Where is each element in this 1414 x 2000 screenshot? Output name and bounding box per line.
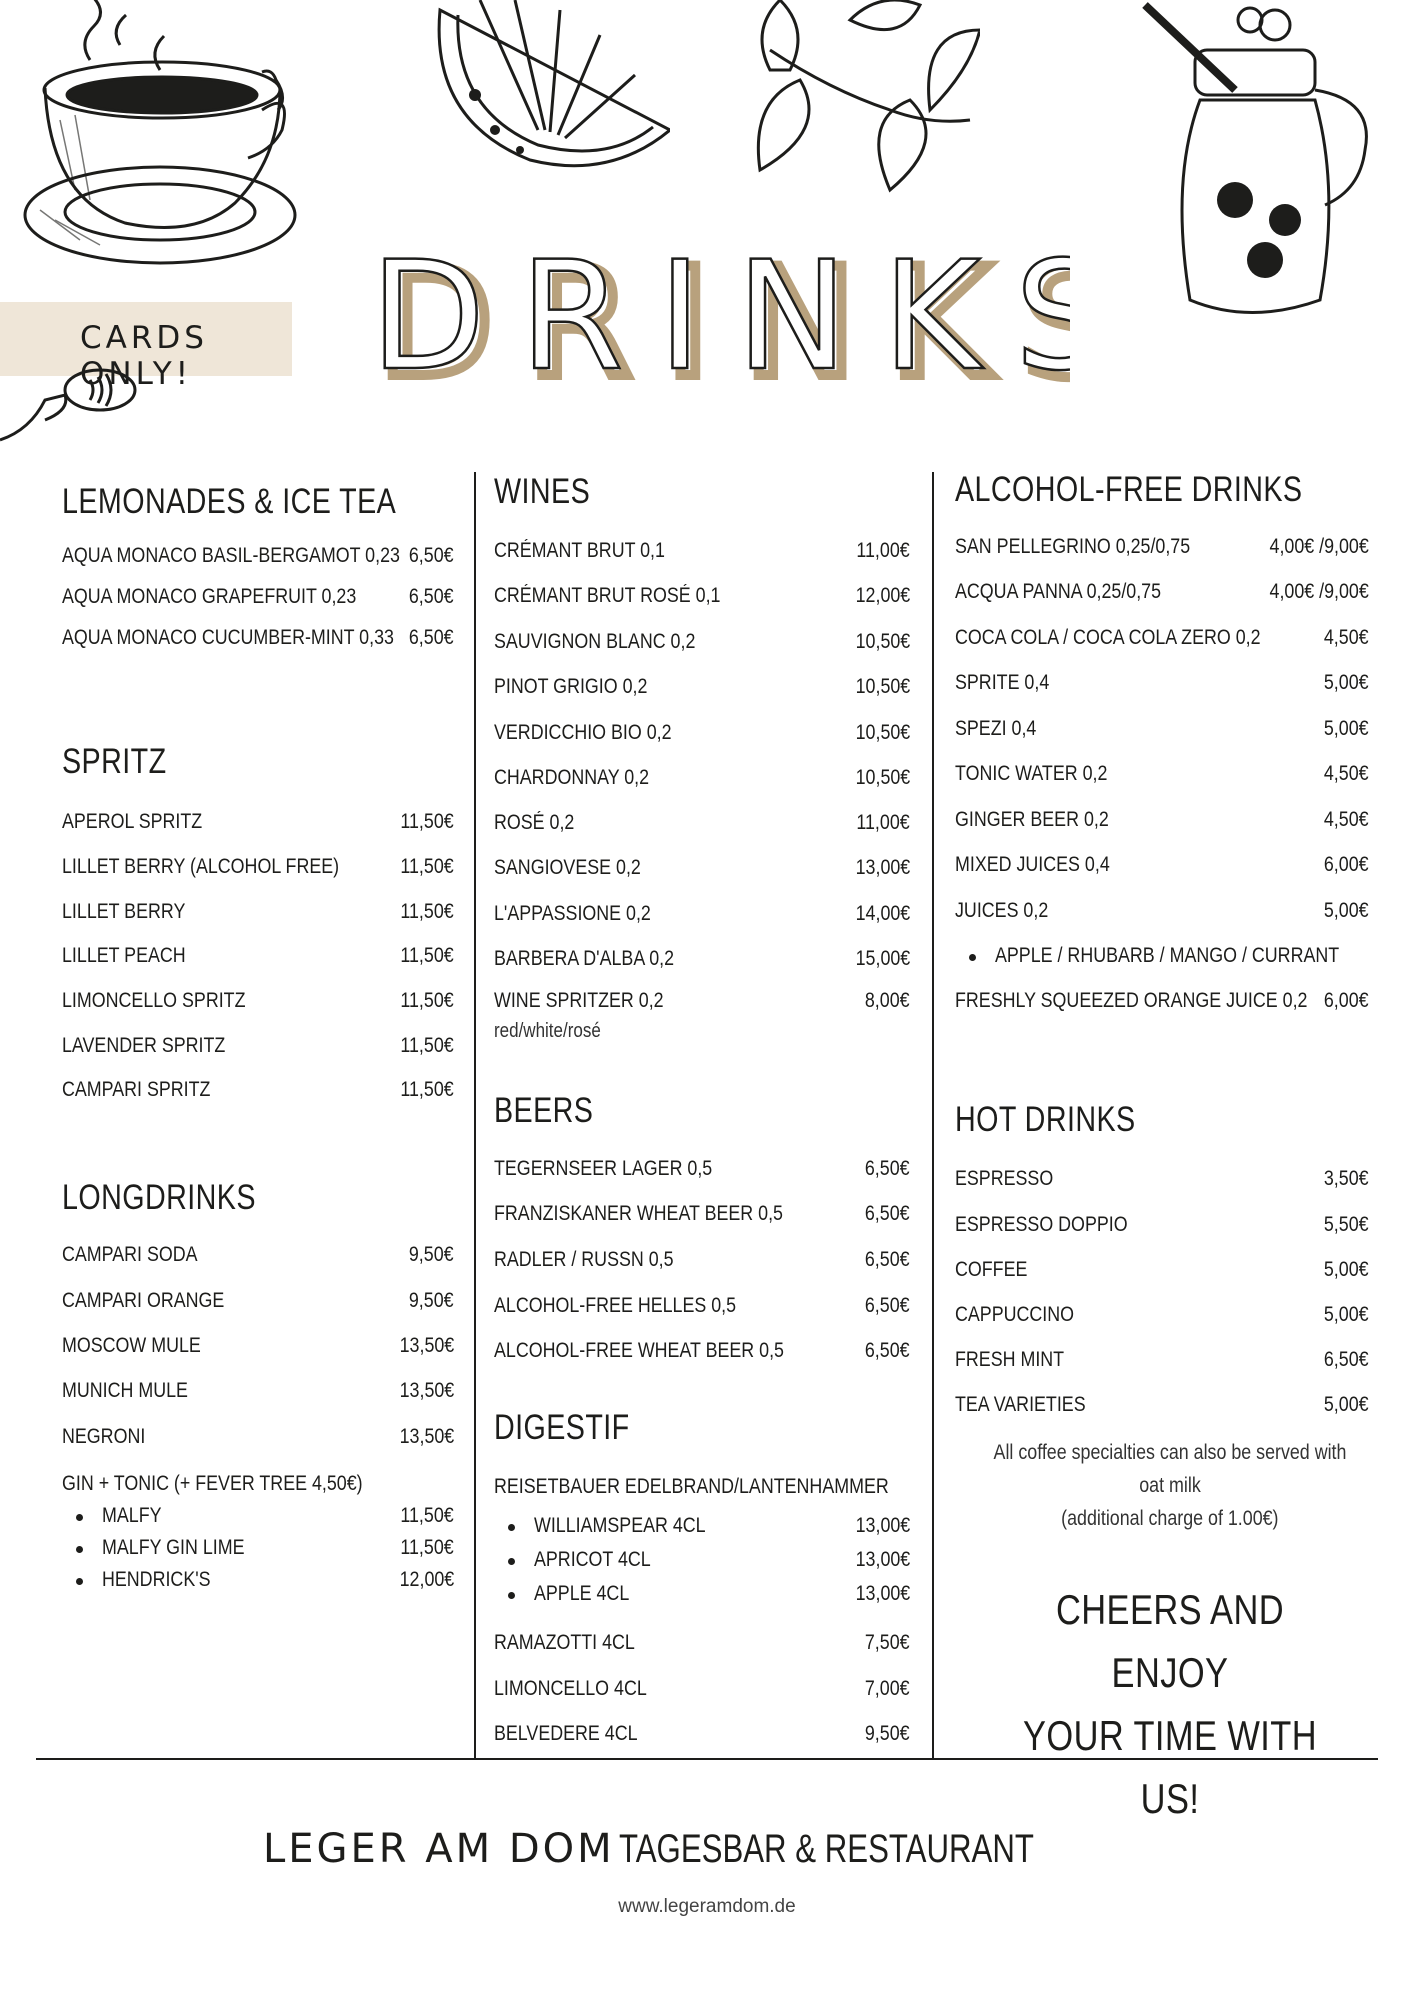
menu-item: ESPRESSO 3,50€	[955, 1167, 1369, 1190]
menu-subitem: APPLE / RHUBARB / MANGO / CURRANT	[955, 944, 1369, 974]
menu-item: BARBERA D'ALBA 0,2 15,00€	[494, 947, 910, 970]
brand-name: LEGER AM DOM	[262, 1826, 615, 1872]
menu-item: CRÉMANT BRUT ROSÉ 0,1 12,00€	[494, 584, 910, 607]
menu-item: AQUA MONACO BASIL-BERGAMOT 0,23 6,50€	[62, 544, 454, 567]
menu-item: FRESH MINT 6,50€	[955, 1348, 1369, 1371]
menu-item: CHARDONNAY 0,2 10,50€	[494, 766, 910, 789]
menu-item: LIMONCELLO SPRITZ 11,50€	[62, 989, 454, 1012]
footer	[0, 1826, 1414, 1872]
brand-tagline: TAGESBAR & RESTAURANT	[619, 1827, 1035, 1871]
menu-item: ALCOHOL-FREE WHEAT BEER 0,5 6,50€	[494, 1339, 910, 1362]
menu-subitem: MALFY GIN LIME 11,50€	[62, 1536, 454, 1566]
column-divider-2	[932, 472, 934, 1758]
menu-item: ALCOHOL-FREE HELLES 0,5 6,50€	[494, 1294, 910, 1317]
oat-milk-note-line1: All coffee specialties can also be served with oat milk	[993, 1441, 1347, 1497]
section-title-longdrinks: LONGDRINKS	[62, 1178, 256, 1217]
menu-item: CAMPARI ORANGE 9,50€	[62, 1289, 454, 1312]
menu-item: ACQUA PANNA 0,25/0,75 4,00€ /9,00€	[955, 580, 1369, 603]
orange-slice-icon	[420, 0, 670, 180]
menu-subitem: HENDRICK'S 12,00€	[62, 1568, 454, 1598]
menu-item: ROSÉ 0,2 11,00€	[494, 811, 910, 834]
menu-item: BELVEDERE 4CL 9,50€	[494, 1722, 910, 1745]
menu-subitem: MALFY 11,50€	[62, 1504, 454, 1534]
section-title-lemonades: LEMONADES & ICE TEA	[62, 482, 397, 521]
menu-item: ESPRESSO DOPPIO 5,50€	[955, 1213, 1369, 1236]
menu-item: RAMAZOTTI 4CL 7,50€	[494, 1631, 910, 1654]
menu-item: SPRITE 0,4 5,00€	[955, 671, 1369, 694]
menu-item: LILLET BERRY (ALCOHOL FREE) 11,50€	[62, 855, 454, 878]
menu-item: LILLET PEACH 11,50€	[62, 944, 454, 967]
cheers-line2: YOUR TIME WITH US!	[1022, 1712, 1317, 1822]
menu-subitem: APRICOT 4CL 13,00€	[494, 1548, 910, 1578]
mason-jar-icon	[1135, 0, 1414, 330]
menu-item: LAVENDER SPRITZ 11,50€	[62, 1034, 454, 1057]
column-divider-1	[474, 472, 476, 1758]
menu-subitem: WILLIAMSPEAR 4CL 13,00€	[494, 1514, 910, 1544]
contactless-pay-icon	[0, 365, 140, 450]
menu-item: LIMONCELLO 4CL 7,00€	[494, 1677, 910, 1700]
section-title-wines: WINES	[494, 472, 591, 511]
menu-item: FRANZISKANER WHEAT BEER 0,5 6,50€	[494, 1202, 910, 1225]
menu-item: APEROL SPRITZ 11,50€	[62, 810, 454, 833]
menu-item: TEGERNSEER LAGER 0,5 6,50€	[494, 1157, 910, 1180]
oat-milk-note	[960, 1436, 1380, 1535]
section-title-alcohol-free: ALCOHOL-FREE DRINKS	[955, 470, 1303, 509]
mint-leaves-icon	[740, 0, 980, 200]
menu-item: CRÉMANT BRUT 0,1 11,00€	[494, 539, 910, 562]
menu-item: GINGER BEER 0,2 4,50€	[955, 808, 1369, 831]
menu-item: AQUA MONACO GRAPEFRUIT 0,23 6,50€	[62, 585, 454, 608]
menu-item: GIN + TONIC (+ FEVER TREE 4,50€)	[62, 1472, 363, 1495]
menu-subitem: APPLE 4CL 13,00€	[494, 1582, 910, 1612]
section-title-hot-drinks: HOT DRINKS	[955, 1100, 1136, 1139]
menu-item: COCA COLA / COCA COLA ZERO 0,2 4,50€	[955, 626, 1369, 649]
menu-item: JUICES 0,2 5,00€	[955, 899, 1369, 922]
menu-item: WINE SPRITZER 0,2 8,00€	[494, 989, 910, 1012]
menu-item: SAUVIGNON BLANC 0,2 10,50€	[494, 630, 910, 653]
menu-item: LILLET BERRY 11,50€	[62, 900, 454, 923]
menu-item: CAMPARI SODA 9,50€	[62, 1243, 454, 1266]
menu-item: TONIC WATER 0,2 4,50€	[955, 762, 1369, 785]
menu-item: TEA VARIETIES 5,00€	[955, 1393, 1369, 1416]
menu-item: COFFEE 5,00€	[955, 1258, 1369, 1281]
section-title-beers: BEERS	[494, 1091, 594, 1130]
menu-item: CAMPARI SPRITZ 11,50€	[62, 1078, 454, 1101]
menu-item: FRESHLY SQUEEZED ORANGE JUICE 0,2 6,00€	[955, 989, 1369, 1012]
menu-item: MOSCOW MULE 13,50€	[62, 1334, 454, 1357]
svg-text:DRINKS: DRINKS	[370, 238, 1070, 398]
cards-only-label: CARDS ONLY!	[80, 320, 208, 392]
menu-item: CAPPUCCINO 5,00€	[955, 1303, 1369, 1326]
menu-item: NEGRONI 13,50€	[62, 1425, 454, 1448]
digestif-header-line: REISETBAUER EDELBRAND/LANTENHAMMER	[494, 1475, 889, 1498]
svg-text:DRINKS: DRINK	[378, 238, 1023, 398]
cheers-message	[960, 1578, 1380, 1830]
section-title-spritz: SPRITZ	[62, 742, 167, 781]
menu-item: AQUA MONACO CUCUMBER-MINT 0,33 6,50€	[62, 626, 454, 649]
section-title-digestif: DIGESTIF	[494, 1408, 630, 1447]
menu-item: PINOT GRIGIO 0,2 10,50€	[494, 675, 910, 698]
website-link[interactable]: www.legeramdom.de	[618, 1896, 796, 1917]
menu-item: SAN PELLEGRINO 0,25/0,75 4,00€ /9,00€	[955, 535, 1369, 558]
menu-item: RADLER / RUSSN 0,5 6,50€	[494, 1248, 910, 1271]
menu-item: SPEZI 0,4 5,00€	[955, 717, 1369, 740]
coffee-cup-icon	[0, 0, 320, 300]
menu-item: SANGIOVESE 0,2 13,00€	[494, 856, 910, 879]
menu-item: L'APPASSIONE 0,2 14,00€	[494, 902, 910, 925]
menu-item: MIXED JUICES 0,4 6,00€	[955, 853, 1369, 876]
menu-item: MUNICH MULE 13,50€	[62, 1379, 454, 1402]
menu-item: VERDICCHIO BIO 0,2 10,50€	[494, 721, 910, 744]
cheers-line1: CHEERS AND ENJOY	[1055, 1586, 1285, 1696]
wine-spritzer-note: red/white/rosé	[494, 1020, 601, 1042]
oat-milk-note-line2: (additional charge of 1.00€)	[1061, 1507, 1279, 1530]
page-title	[370, 238, 1070, 398]
